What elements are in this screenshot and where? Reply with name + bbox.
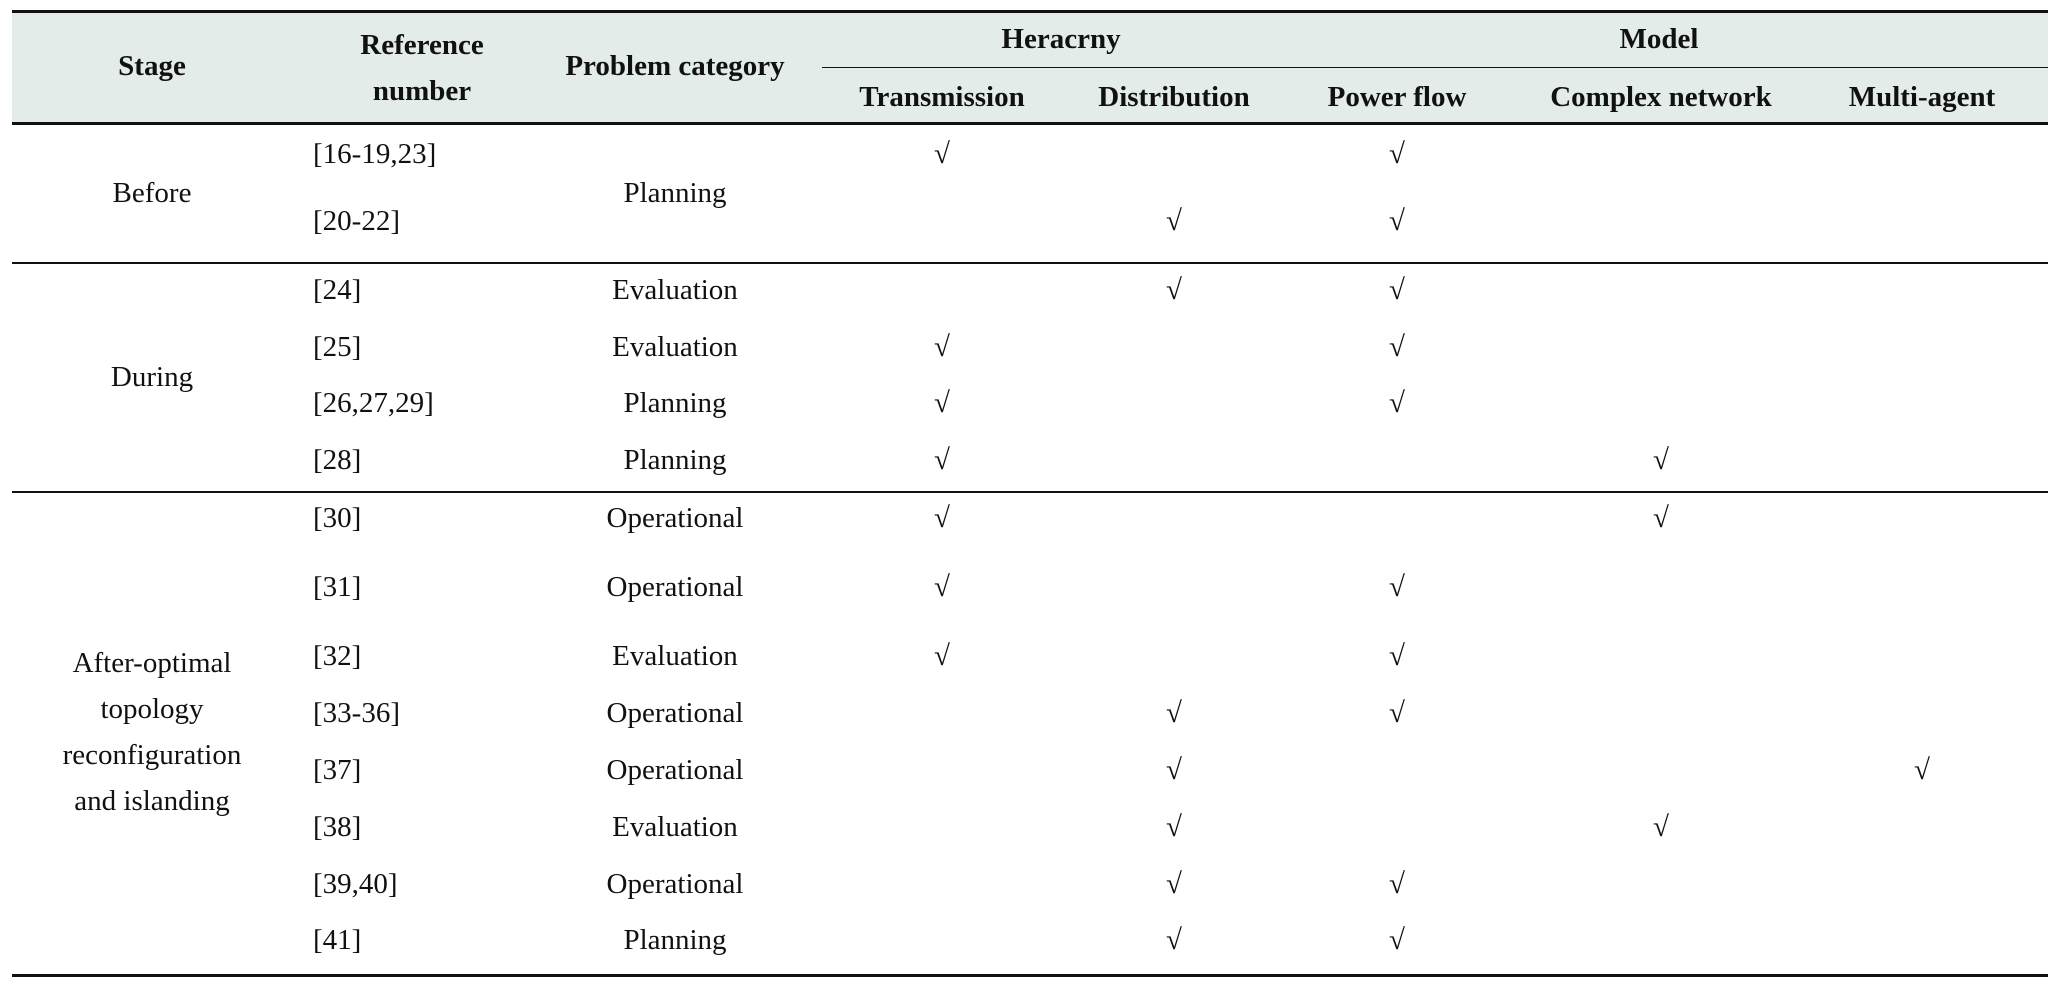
check-mark-power-flow: √ <box>1389 138 1405 170</box>
reference-cell: [25] <box>313 331 362 363</box>
header-bottom-rule <box>12 122 2048 125</box>
table-top-rule <box>12 10 2048 13</box>
header-stage: Stage <box>118 50 186 82</box>
reference-cell: [38] <box>313 811 362 843</box>
check-mark-distribution: √ <box>1166 697 1182 729</box>
check-mark-transmission: √ <box>934 444 950 476</box>
reference-cell: [32] <box>313 640 362 672</box>
category-cell: Planning <box>623 924 727 956</box>
check-mark-distribution: √ <box>1166 274 1182 306</box>
check-mark-power-flow: √ <box>1389 387 1405 419</box>
reference-cell: [31] <box>313 571 362 603</box>
header-problem-category: Problem category <box>565 50 785 82</box>
reference-cell: [39,40] <box>313 868 398 900</box>
reference-cell: [30] <box>313 502 362 534</box>
check-mark-power-flow: √ <box>1389 697 1405 729</box>
check-mark-power-flow: √ <box>1389 274 1405 306</box>
check-mark-power-flow: √ <box>1389 331 1405 363</box>
check-mark-transmission: √ <box>934 387 950 419</box>
section-divider-before <box>12 262 2048 264</box>
reference-cell: [41] <box>313 924 362 956</box>
check-mark-complex-network: √ <box>1653 811 1669 843</box>
category-cell: Planning <box>623 444 727 476</box>
check-mark-power-flow: √ <box>1389 571 1405 603</box>
reference-cell: [33-36] <box>313 697 400 729</box>
comparison-table <box>12 10 2048 978</box>
category-cell: Evaluation <box>612 274 738 306</box>
check-mark-distribution: √ <box>1166 205 1182 237</box>
category-cell: Operational <box>606 571 744 603</box>
check-mark-power-flow: √ <box>1389 205 1405 237</box>
header-power-flow: Power flow <box>1327 81 1467 113</box>
category-cell: Evaluation <box>612 640 738 672</box>
category-cell: Operational <box>606 697 744 729</box>
header-multi-agent: Multi-agent <box>1848 81 1996 113</box>
stage-label-before: Before <box>112 177 192 209</box>
reference-cell: [16-19,23] <box>313 138 437 170</box>
check-mark-distribution: √ <box>1166 868 1182 900</box>
header-transmission: Transmission <box>859 81 1025 113</box>
reference-cell: [28] <box>313 444 362 476</box>
check-mark-transmission: √ <box>934 640 950 672</box>
check-mark-distribution: √ <box>1166 811 1182 843</box>
header-distribution: Distribution <box>1098 81 1250 113</box>
check-mark-transmission: √ <box>934 138 950 170</box>
check-mark-distribution: √ <box>1166 754 1182 786</box>
check-mark-power-flow: √ <box>1389 640 1405 672</box>
check-mark-complex-network: √ <box>1653 444 1669 476</box>
check-mark-power-flow: √ <box>1389 868 1405 900</box>
header-group-rule <box>822 67 2048 68</box>
check-mark-power-flow: √ <box>1389 924 1405 956</box>
category-cell: Evaluation <box>612 811 738 843</box>
header-complex-network: Complex network <box>1550 81 1772 113</box>
table-bottom-rule <box>12 974 2048 977</box>
check-mark-complex-network: √ <box>1653 502 1669 534</box>
reference-cell: [37] <box>313 754 362 786</box>
check-mark-multi-agent: √ <box>1914 754 1930 786</box>
category-cell: Planning <box>623 387 727 419</box>
check-mark-transmission: √ <box>934 502 950 534</box>
category-cell: Operational <box>606 502 744 534</box>
check-mark-transmission: √ <box>934 331 950 363</box>
category-cell: Operational <box>606 754 744 786</box>
header-reference-number: Reference number <box>360 29 484 107</box>
stage-label-after: After-optimal topology reconfiguration and islanding <box>62 647 242 817</box>
stage-label-during: During <box>110 361 194 393</box>
category-cell: Evaluation <box>612 331 738 363</box>
check-mark-transmission: √ <box>934 571 950 603</box>
section-divider-during <box>12 491 2048 493</box>
check-mark-distribution: √ <box>1166 924 1182 956</box>
reference-cell: [24] <box>313 274 362 306</box>
reference-cell: [20-22] <box>313 205 400 237</box>
header-group-hierarchy: Heracrny <box>1001 23 1121 55</box>
header-group-model: Model <box>1619 23 1699 55</box>
category-cell: Operational <box>606 868 744 900</box>
reference-cell: [26,27,29] <box>313 387 434 419</box>
category-before-merged: Planning <box>623 177 727 209</box>
